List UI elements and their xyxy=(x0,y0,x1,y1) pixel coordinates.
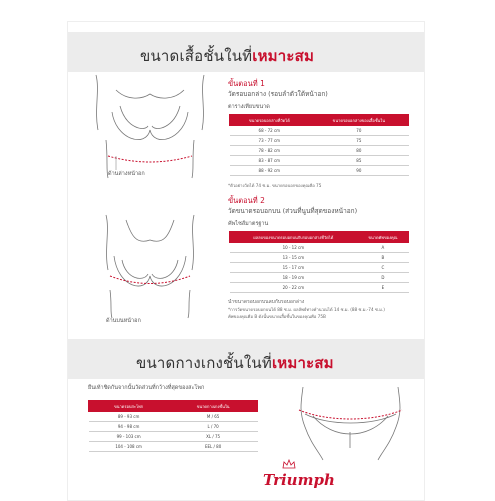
table-cell: 10 - 12 cm xyxy=(230,243,358,253)
table-cell: 80 xyxy=(309,146,408,156)
step2-note-1: นำขนาดรอบอกบนลบกับรอบอกล่าง xyxy=(228,299,305,305)
step2-note-2: *การวัดขนาดรอบอกบนได้ 88 ซ.ม. ผลลัพธ์ทางคำนวณได้ 14 ซ.ม. (88 ซ.ม.-74 ซ.ม.) xyxy=(228,307,385,312)
table-row xyxy=(89,422,258,432)
step1-subheading: วัดรอบอกล่าง (รอบลำตัวใต้หน้าอก) xyxy=(228,90,328,98)
table-cell: EEL / 80 xyxy=(169,442,258,452)
panty-col-hip: ขนาดรอบสะโพก xyxy=(89,401,169,412)
underbust-table xyxy=(229,114,409,176)
table-cell: 104 - 108 cm xyxy=(89,442,169,452)
step2-note-3: คัพของคุณคือ B ดังนั้นขนาดเสื้อชั้นในของคุณคือ 75B xyxy=(228,314,326,319)
table-cell: C xyxy=(357,263,408,273)
table-row xyxy=(230,166,409,176)
table-cell: 94 - 98 cm xyxy=(89,422,169,432)
overbust-illustration xyxy=(86,210,216,320)
table-row xyxy=(230,283,409,293)
table-cell: 15 - 17 cm xyxy=(230,263,358,273)
table-row xyxy=(230,263,409,273)
table-cell: 88 - 92 cm xyxy=(230,166,310,176)
table-row xyxy=(89,442,258,452)
table-row xyxy=(230,253,409,263)
table-cell: B xyxy=(357,253,408,263)
panty-col-size: ขนาดกางเกงชั้นใน xyxy=(169,401,258,412)
bra-title-bar xyxy=(68,32,424,72)
table-row xyxy=(89,412,258,422)
panty-title-bar xyxy=(68,339,424,379)
panty-title xyxy=(136,351,334,375)
table-row xyxy=(230,126,409,136)
cup-col-difference: ผลลบของขนาดรอบอกบนกับรอบอกล่างที่วัดได้ xyxy=(230,232,358,243)
table-cell: 18 - 19 cm xyxy=(230,273,358,283)
triumph-logo: Triumph xyxy=(263,471,335,489)
underbust-col-bra: ขนาดรอบอกล่างของเสื้อชั้นใน xyxy=(309,115,408,126)
bra-title-accent: เหมาะสม xyxy=(252,47,315,65)
table-cell: 85 xyxy=(309,156,408,166)
step2-table-caption: คัพไซส์มาตรฐาน xyxy=(228,221,269,227)
size-guide-sheet xyxy=(68,22,424,500)
table-row xyxy=(230,243,409,253)
table-cell: L / 70 xyxy=(169,422,258,432)
bra-title-main: ขนาดเสื้อชั้นในที่ xyxy=(140,47,253,65)
panty-size-table xyxy=(88,400,258,452)
table-cell: D xyxy=(357,273,408,283)
table-cell: A xyxy=(357,243,408,253)
table-row xyxy=(89,432,258,442)
cup-size-table xyxy=(229,231,409,293)
table-cell: 75 xyxy=(309,136,408,146)
table-cell: 99 - 103 cm xyxy=(89,432,169,442)
step2-heading: ขั้นตอนที่ 2 xyxy=(228,196,265,205)
table-row xyxy=(230,156,409,166)
panty-intro: ยืนเท้าชิดกันจากนั้นวัดส่วนที่กว้างที่สุดของสะโพก xyxy=(88,385,205,391)
table-cell: 73 - 77 cm xyxy=(230,136,310,146)
step1-heading: ขั้นตอนที่ 1 xyxy=(228,79,265,88)
table-cell: 70 xyxy=(309,126,408,136)
bra-title xyxy=(140,44,314,68)
cup-col-size: ขนาดคัพของคุณ xyxy=(357,232,408,243)
table-cell: 78 - 82 cm xyxy=(230,146,310,156)
overbust-caption: ด้านบนหน้าอก xyxy=(106,318,141,324)
panty-title-accent: เหมาะสม xyxy=(271,354,334,372)
table-cell: 20 - 22 cm xyxy=(230,283,358,293)
table-cell: 90 xyxy=(309,166,408,176)
step2-subheading: วัดขนาดรอบอกบน (ส่วนที่นูนที่สุดของหน้าอก) xyxy=(228,207,358,215)
table-row xyxy=(230,136,409,146)
panty-title-main: ขนาดกางเกงชั้นในที่ xyxy=(136,354,272,372)
table-cell: XL / 75 xyxy=(169,432,258,442)
step1-example-note: *ตัวอย่างวัดได้ 74 ซ.ม. ขนาดรอบอกของคุณคือ 75 xyxy=(228,183,322,188)
hip-illustration xyxy=(283,382,418,462)
table-cell: 89 - 93 cm xyxy=(89,412,169,422)
table-cell: 68 - 72 cm xyxy=(230,126,310,136)
table-cell: 13 - 15 cm xyxy=(230,253,358,263)
crown-icon xyxy=(282,459,296,469)
underbust-illustration xyxy=(86,70,216,180)
table-row xyxy=(230,273,409,283)
underbust-caption: ด้านล่างหน้าอก xyxy=(108,171,145,177)
table-row xyxy=(230,146,409,156)
step1-table-caption: ตารางเทียบขนาด xyxy=(228,104,270,110)
underbust-col-measured: ขนาดรอบอกล่างที่วัดได้ xyxy=(230,115,310,126)
table-cell: E xyxy=(357,283,408,293)
table-cell: M / 65 xyxy=(169,412,258,422)
table-cell: 83 - 87 cm xyxy=(230,156,310,166)
